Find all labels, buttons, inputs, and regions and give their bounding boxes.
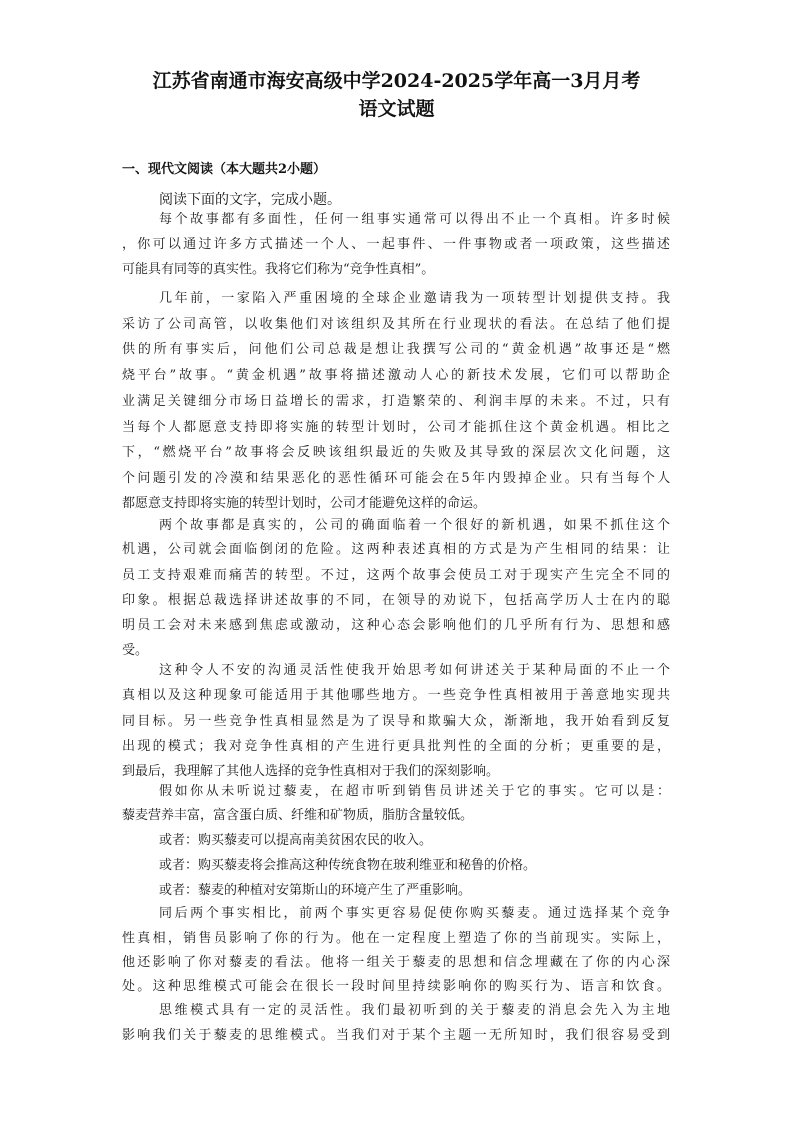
- passage-line: 这种令人不安的沟通灵活性使我开始思考如何讲述关于某种局面的不止一个: [159, 663, 673, 678]
- passage-line: 藜麦营养丰富，富含蛋白质、纤维和矿物质，脂肪含量较低。: [122, 808, 474, 823]
- passage-line: 每个故事都有多面性，任何一组事实通常可以得出不止一个真相。许多时候: [159, 212, 673, 227]
- reading-instruction: 阅读下面的文字，完成小题。: [159, 192, 341, 208]
- passage-line: 个问题引发的冷漠和结果恶化的恶性循环可能会在5年内毁掉企业。只有当每个人: [122, 471, 673, 486]
- passage-line: 或者：购买藜麦将会推高这种传统食物在玻利维亚和秘鲁的价格。: [159, 858, 537, 873]
- passage-line: 业满足关键细分市场日益增长的需求，打造繁荣的、利润丰厚的未来。不过，只有: [122, 394, 673, 409]
- passage-line: 印象。根据总裁选择讲述故事的不同，在领导的劝说下，包括高学历人士在内的聪: [122, 593, 673, 608]
- passage-line: 明员工会对未来感到焦虑或激动，这种心态会影响他们的几乎所有行为、思想和感: [122, 618, 673, 633]
- passage-line: 烧平台”故事。“黄金机遇”故事将描述激动人心的新技术发展，它们可以帮助企: [122, 368, 673, 383]
- passage-line: ，你可以通过许多方式描述一个人、一起事件、一件事物或者一项政策，这些描述: [122, 237, 673, 252]
- passage-line: 真相以及这种现象可能适用于其他哪些地方。一些竞争性真相被用于善意地实现共: [122, 688, 673, 703]
- passage-line: 处。这种思维模式可能会在很长一段时间里持续影响你的购买行为、语言和饮食。: [122, 979, 673, 994]
- passage-line: 性真相，销售员影响了你的行为。他在一定程度上塑造了你的当前现实。实际上，: [122, 931, 673, 946]
- passage-line: 同目标。另一些竞争性真相显然是为了误导和欺骗大众，渐渐地，我开始看到反复: [122, 714, 673, 729]
- exam-title-line-1: 江苏省南通市海安高级中学2024-2025学年高一3月月考: [152, 70, 641, 92]
- passage-line: 受。: [122, 643, 149, 658]
- passage-line: 下，“燃烧平台”故事将会反映该组织最近的失败及其导致的深层次文化问题，这: [122, 445, 673, 460]
- passage-line: 都愿意支持即将实施的转型计划时，公司才能避免这样的命运。: [122, 496, 487, 511]
- passage-line: 机遇，公司就会面临倒闭的危险。这两种表述真相的方式是为产生相同的结果：让: [122, 542, 673, 557]
- passage-line: 出现的模式；我对竞争性真相的产生进行更具批判性的全面的分析；更重要的是，: [122, 739, 673, 754]
- passage-line: 或者：购买藜麦可以提高南美贫困农民的收入。: [159, 833, 433, 848]
- passage-line: 或者：藜麦的种植对安第斯山的环境产生了严重影响。: [159, 883, 472, 898]
- passage-line: 两个故事都是真实的，公司的确面临着一个很好的新机遇，如果不抓住这个: [159, 518, 673, 533]
- passage-line: 假如你从未听说过藜麦，在超市听到销售员讲述关于它的事实。它可以是：: [159, 784, 673, 799]
- section-heading: 一、现代文阅读（本大题共2小题）: [122, 162, 327, 177]
- passage-line: 同后两个事实相比，前两个事实更容易促使你购买藜麦。通过选择某个竞争: [159, 906, 673, 921]
- passage-line: 采访了公司高管，以收集他们对该组织及其所在行业现状的看法。在总结了他们提: [122, 317, 673, 332]
- exam-title-line-2: 语文试题: [358, 98, 435, 120]
- passage-line: 可能具有同等的真实性。我将它们称为“竞争性真相”。: [122, 262, 435, 277]
- passage-line: 影响我们关于藜麦的思维模式。当我们对于某个主题一无所知时，我们很容易受到: [122, 1028, 673, 1043]
- passage-line: 他还影响了你对藜麦的看法。他将一组关于藜麦的思想和信念埋藏在了你的内心深: [122, 955, 673, 970]
- passage-line: 当每个人都愿意支持即将实施的转型计划时，公司才能抓住这个黄金机遇。相比之: [122, 420, 673, 435]
- passage-line: 思维模式具有一定的灵活性。我们最初听到的关于藜麦的消息会先入为主地: [159, 1003, 673, 1018]
- passage-line: 供的所有事实后，问他们公司总裁是想让我撰写公司的“黄金机遇”故事还是“燃: [122, 342, 673, 357]
- passage-line: 员工支持艰难而痛苦的转型。不过，这两个故事会使员工对于现实产生完全不同的: [122, 568, 673, 583]
- passage-line: 几年前，一家陷入严重困境的全球企业邀请我为一项转型计划提供支持。我: [159, 291, 673, 306]
- passage-line: 到最后，我理解了其他人选择的竞争性真相对于我们的深刻影响。: [122, 764, 500, 779]
